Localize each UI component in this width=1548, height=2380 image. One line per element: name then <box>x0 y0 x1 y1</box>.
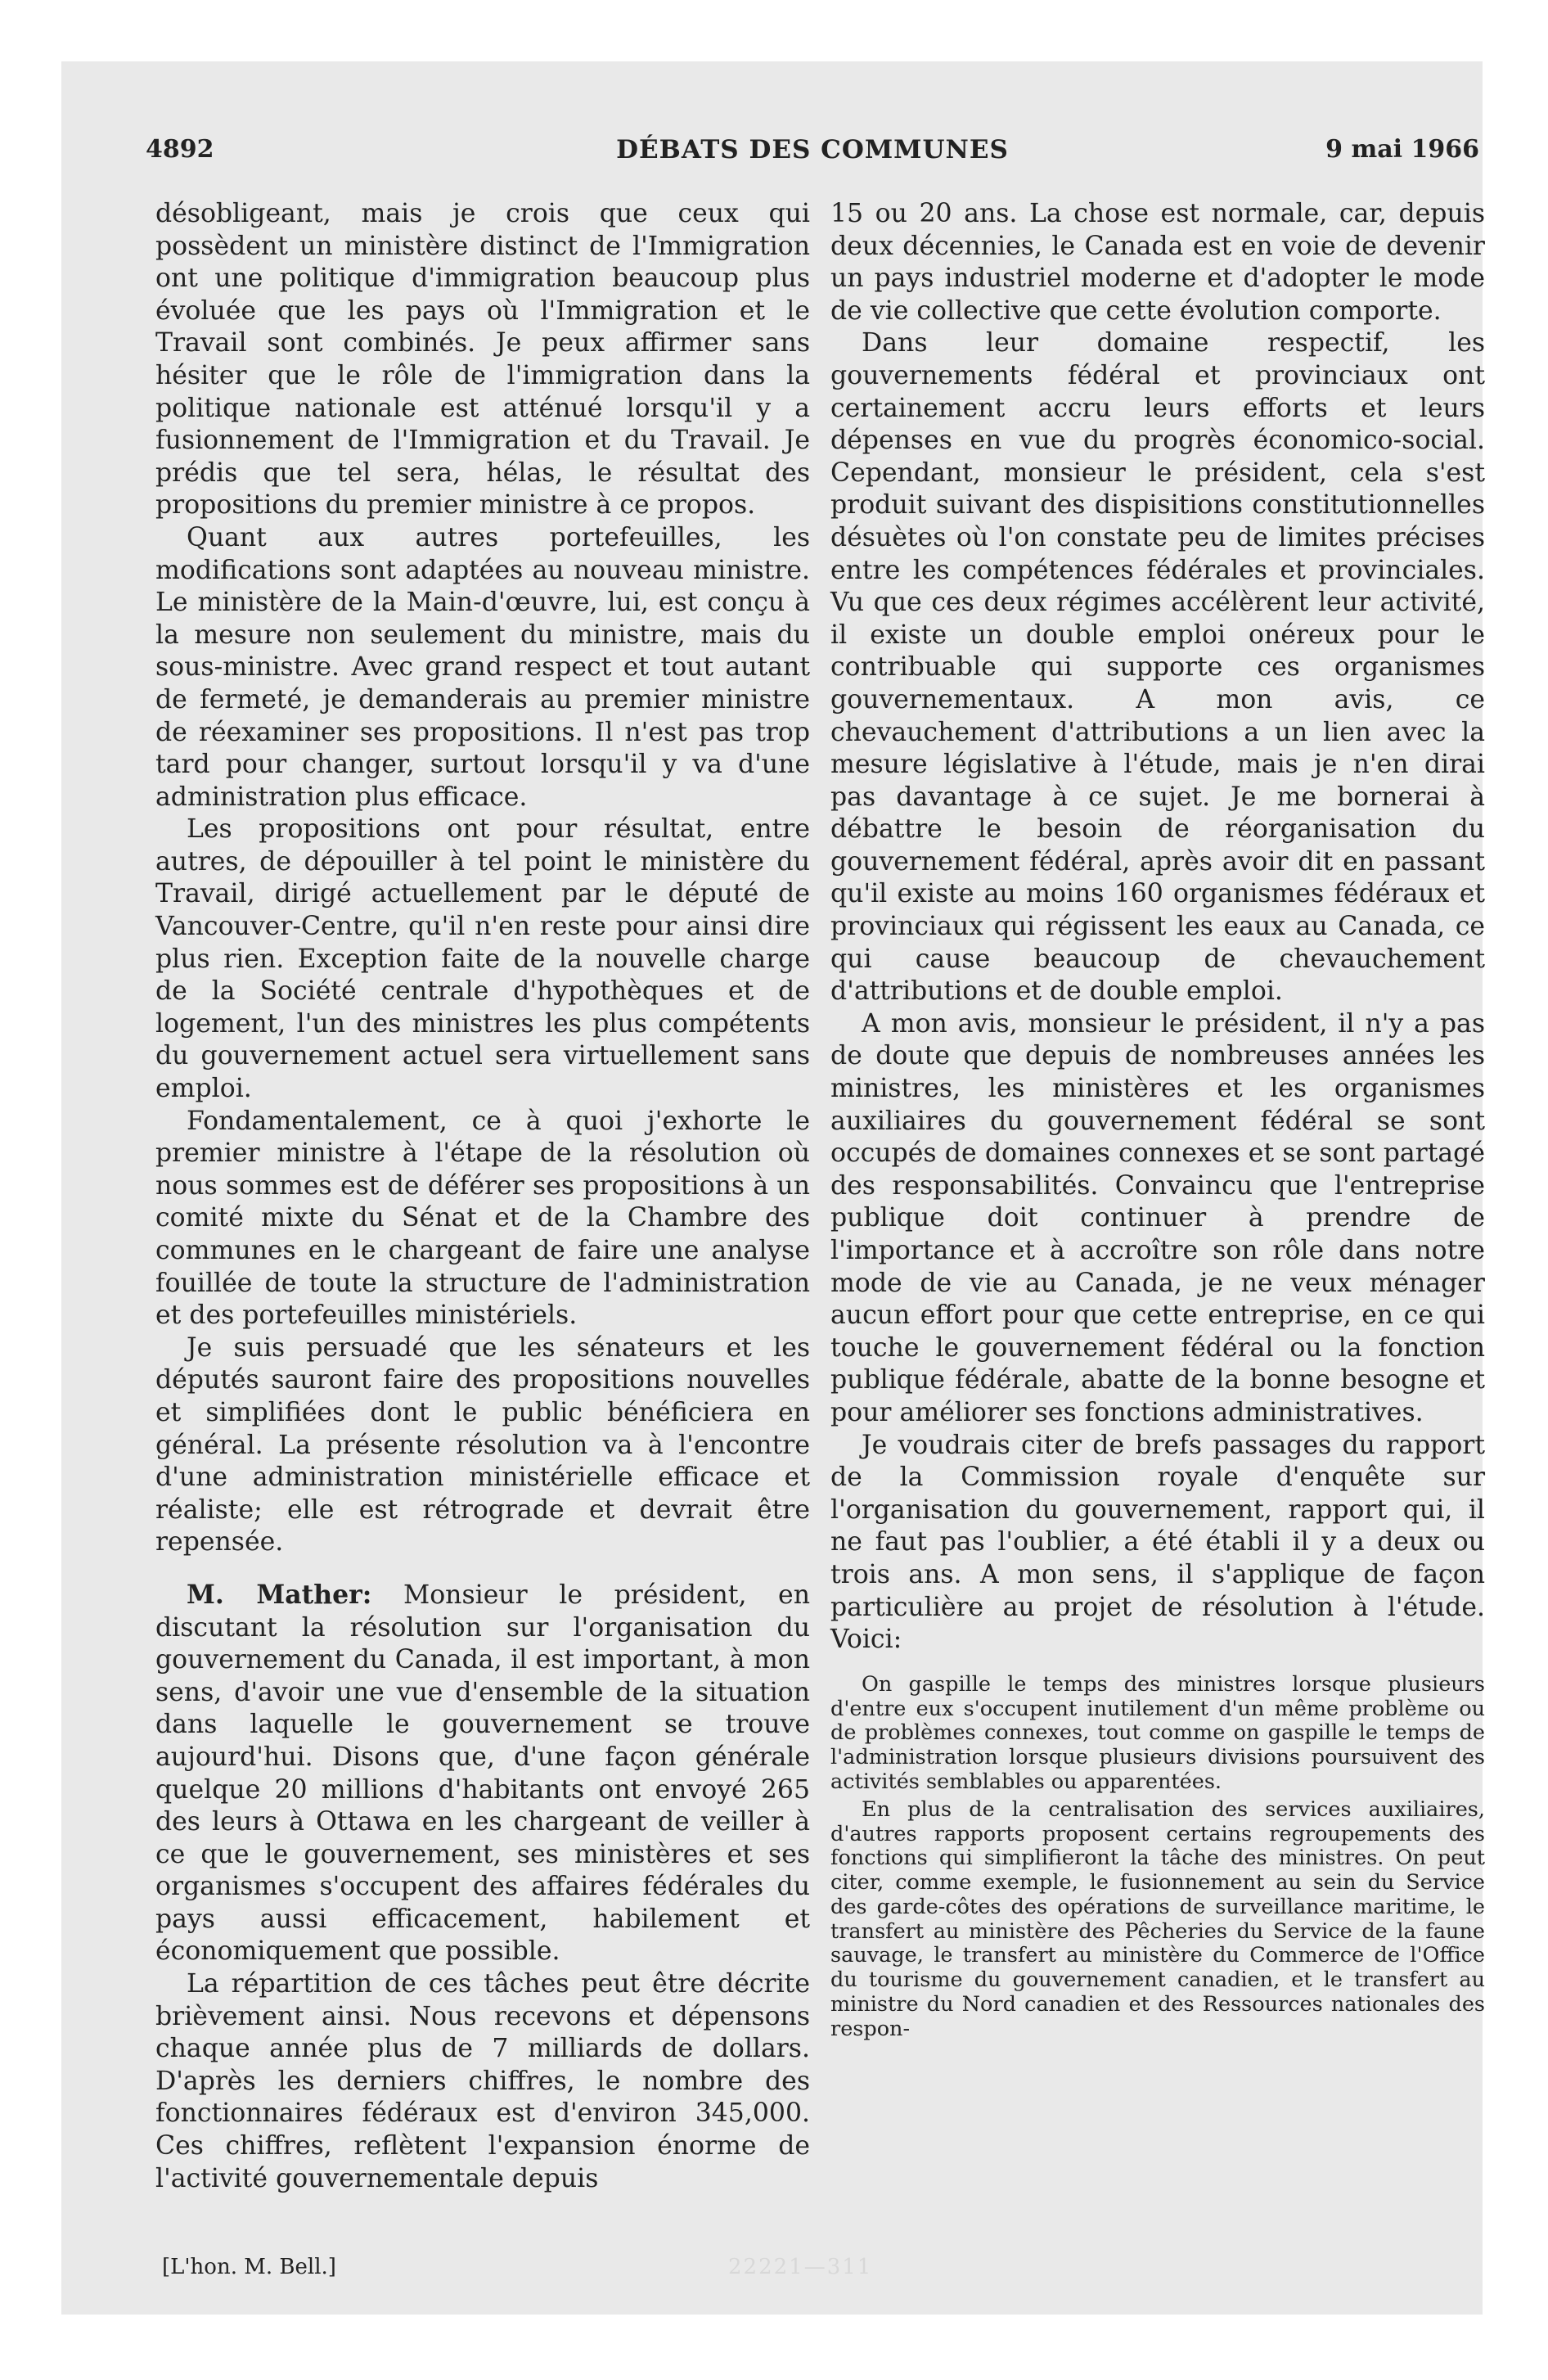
paragraph: Je suis persuadé que les sénateurs et les députés sauront faire des propositions nouvelles et simplifiées dont le public bénéficiera en général. La présente résolution va à l'encontre d'une administration ministérielle efficace et réaliste; elle est rétrograde et devrait être repensée. <box>155 1332 810 1557</box>
paragraph: Les propositions ont pour résultat, entre autres, de dépouiller à tel point le ministère du Travail, dirigé actuellement par le député de Vancouver-Centre, qu'il n'en reste pour ainsi dire plus rien. Exception faite de la nouvelle charge de la Société centrale d'hypothèques et de logement, l'un des ministres les plus compétents du gouvernement actuel sera virtuellement sans emploi. <box>155 814 810 1104</box>
paragraph: Dans leur domaine respectif, les gouvernements fédéral et provinciaux ont certainement accru leurs efforts et leurs dépenses en vue du progrès économico-social. Cependant, monsieur le président, cela s'est produit suivant des dispisitions constitutionnelles désuètes où l'on constate peu de limites précises entre les compétences fédérales et provinciales. Vu que ces deux régimes accélèrent leur activité, il existe un double emploi onéreux pour le contribuable qui supporte ces organismes gouvernementaux. A mon avis, ce chevauchement d'attributions a un lien avec la mesure législative à l'étude, mais je n'en dirai pas davantage à ce sujet. Je me bornerai à débattre le besoin de réorganisation du gouvernement fédéral, après avoir dit en passant qu'il existe au moins 160 organismes fédéraux et provinciaux qui régissent les eaux au Canada, ce qui cause beaucoup de chevauchement d'attributions et de double emploi. <box>830 328 1485 1007</box>
speaker-name: M. Mather: <box>187 1579 372 1610</box>
paragraph: Quant aux autres portefeuilles, les modifications sont adaptées au nouveau ministre. Le ministère de la Main-d'œuvre, lui, est conçu à la mesure non seulement du ministre, mais du sous-ministre. Avec grand respect et tout autant de fermeté, je demanderais au premier ministre de réexaminer ses propositions. Il n'est pas trop tard pour changer, surtout lorsqu'il y va d'une administration plus efficace. <box>155 522 810 812</box>
left-column <box>155 198 810 2195</box>
page-number: 4892 <box>146 135 214 164</box>
paragraph: Je voudrais citer de brefs passages du rapport de la Commission royale d'enquête sur l'organisation du gouvernement, rapport qui, il ne faut pas l'oublier, a été établi il y a deux ou trois ans. A mon sens, il s'applique de façon particulière au projet de résolution à l'étude. Voici: <box>830 1430 1485 1655</box>
bleed-through-text: 22221—311 <box>728 2255 873 2279</box>
quote-paragraph: En plus de la centralisation des services auxiliaires, d'autres rapports proposent certains regroupements des fonctions qui simplifieront la tâche des ministres. On peut citer, comme exemple, le fusionnement au sein du Service des garde-côtes des opérations de surveillance maritime, le transfert au ministère des Pêcheries du Service de la faune sauvage, le transfert au ministère du Commerce de l'Office du tourisme du gouvernement canadien, et le transfert au ministre du Nord canadien et des Ressources nationales des respon- <box>830 1796 1485 2041</box>
speaker-attribution: [L'hon. M. Bell.] <box>162 2255 336 2279</box>
paragraph: 15 ou 20 ans. La chose est normale, car, depuis deux décennies, le Canada est en voie de devenir un pays industriel moderne et d'adopter le mode de vie collective que cette évolution comporte. <box>830 199 1485 326</box>
speech-paragraph <box>155 1579 810 1968</box>
header-date: 9 mai 1966 <box>1325 135 1479 164</box>
right-column <box>830 198 1485 2042</box>
paragraph: A mon avis, monsieur le président, il n'y a pas de doute que depuis de nombreuses années les ministres, les ministères et les organismes auxiliaires du gouvernement fédéral se sont occupés de domaines connexes et se sont partagé des responsabilités. Convaincu que l'entreprise publique doit continuer à prendre de l'importance et à accroître son rôle dans notre mode de vie au Canada, je ne veux ménager aucun effort pour que cette entreprise, en ce qui touche le gouvernement fédéral ou la fonction publique fédérale, abatte de la bonne besogne et pour améliorer ses fonctions administratives. <box>830 1008 1485 1427</box>
quote-paragraph: On gaspille le temps des ministres lorsque plusieurs d'entre eux s'occupent inutilement d'un même problème ou de problèmes connexes, tout comme on gaspille le temps de l'administration lorsque plusieurs divisions poursuivent des activités semblables ou apparentées. <box>830 1671 1485 1794</box>
page-header <box>146 135 1479 171</box>
block-quote <box>830 1673 1485 2042</box>
running-head: DÉBATS DES COMMUNES <box>616 135 1009 165</box>
speech-text: Monsieur le président, en discutant la résolution sur l'organisation du gouvernement du Canada, il est important, à mon sens, d'avoir une vue d'ensemble de la situation dans laquelle le gouvernement se trouve aujourd'hui. Disons que, d'une façon générale quelque 20 millions d'habitants ont envoyé 265 des leurs à Ottawa en les chargeant de veiller à ce que le gouvernement, ses ministères et ses organismes s'occupent des affaires fédérales du pays aussi efficacement, habilement et économiquement que possible. <box>155 1580 810 1967</box>
paragraph: désobligeant, mais je crois que ceux qui possèdent un ministère distinct de l'Immigration ont une politique d'immigration beaucoup plus évoluée que les pays où l'Immigration et le Travail sont combinés. Je peux affirmer sans hésiter que le rôle de l'immigration dans la politique nationale est atténué lorsqu'il y a fusionnement de l'Immigration et du Travail. Je prédis que tel sera, hélas, le résultat des propositions du premier ministre à ce propos. <box>155 199 810 521</box>
paragraph: Fondamentalement, ce à quoi j'exhorte le premier ministre à l'étape de la résolution où nous sommes est de déférer ses propositions à un comité mixte du Sénat et de la Chambre des communes en le chargeant de faire une analyse fouillée de toute la structure de l'administration et des portefeuilles ministériels. <box>155 1106 810 1331</box>
paragraph: La répartition de ces tâches peut être décrite brièvement ainsi. Nous recevons et dépensons chaque année plus de 7 milliards de dollars. D'après les derniers chiffres, le nombre des fonctionnaires fédéraux est d'environ 345,000. Ces chiffres, reflètent l'expansion énorme de l'activité gouvernementale depuis <box>155 1969 810 2193</box>
